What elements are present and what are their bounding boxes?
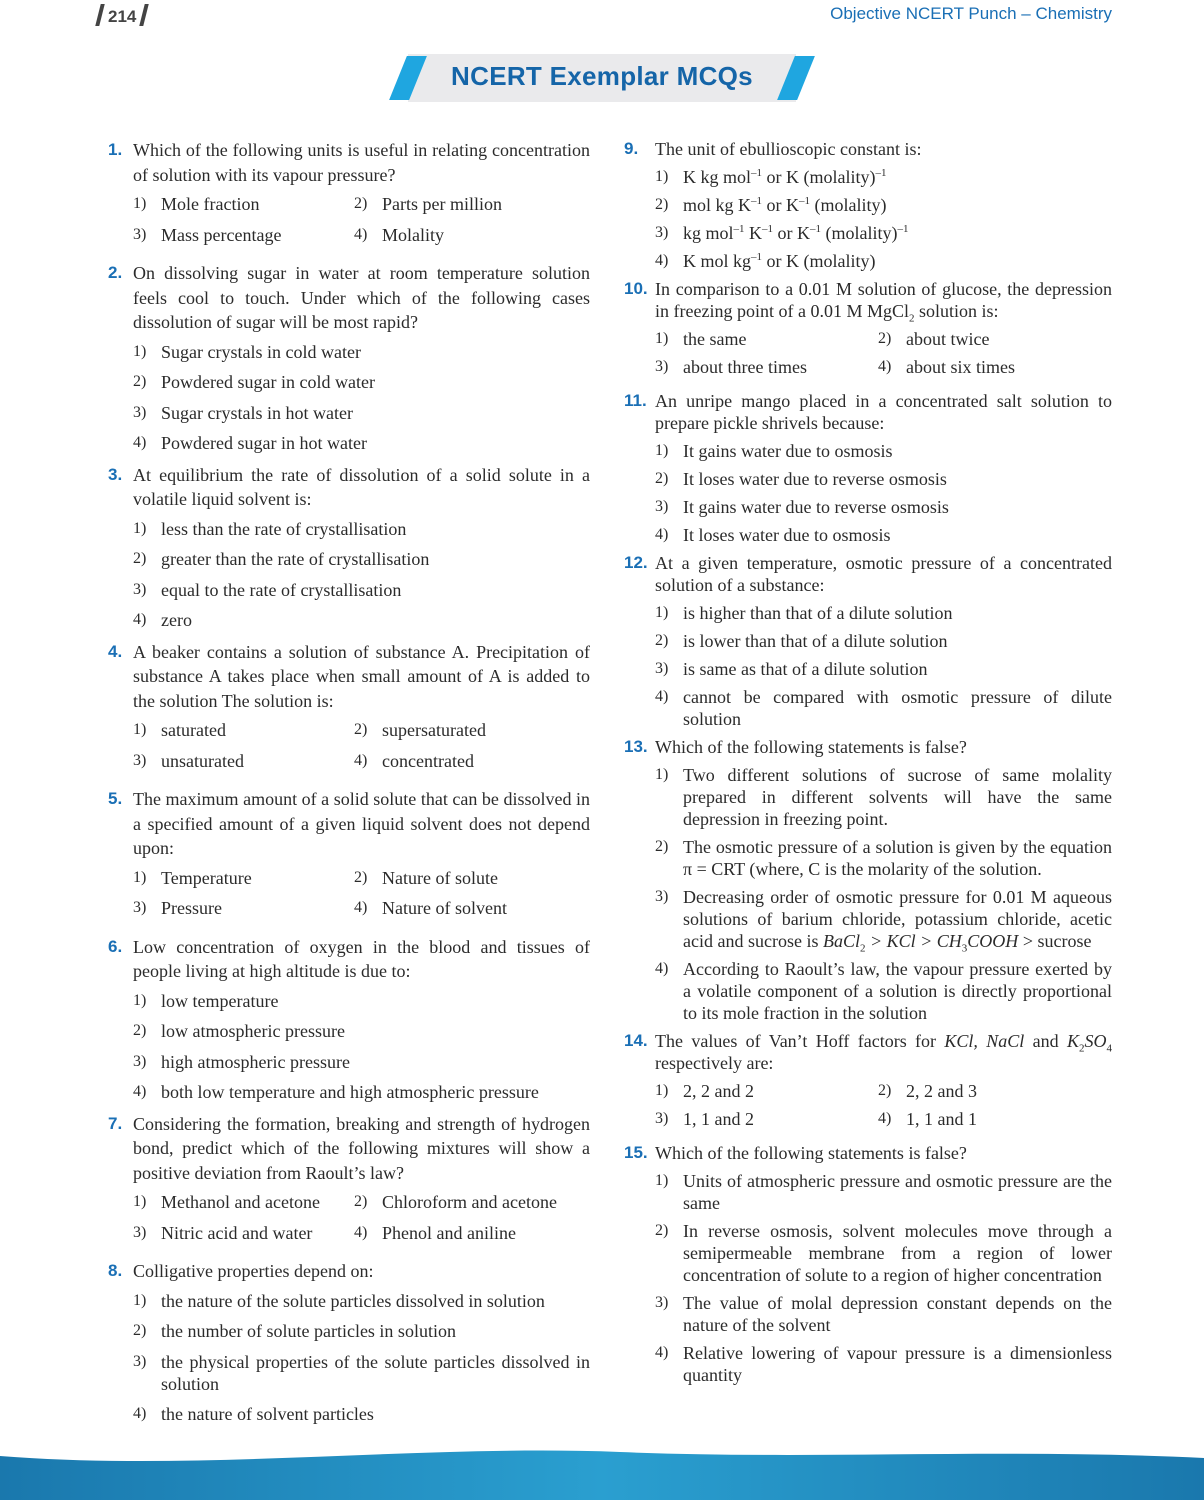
option: 3) the physical properties of the solute particles dissolved in solution <box>133 1351 590 1394</box>
section-title: NCERT Exemplar MCQs <box>451 61 753 91</box>
question-text: At a given temperature, osmotic pressure of a concentrated solution of a substance: <box>655 553 1112 595</box>
question-text: Which of the following statements is false? <box>655 1143 967 1163</box>
option: 1) the same <box>655 329 747 349</box>
option: 1) Mole fraction <box>133 194 260 214</box>
question-text: Colligative properties depend on: <box>133 1261 374 1281</box>
question-4 <box>108 640 590 781</box>
left-column <box>108 138 590 1434</box>
option: 4) Nature of solvent <box>354 898 507 918</box>
option: 1) K kg mol$^{-1}$ or K (molality)$^{-1}$ <box>655 167 887 187</box>
question-number: 9. <box>624 139 639 158</box>
question-text: Which of the following units is useful in relating concentration of solution with its vapour pressure? <box>133 140 590 185</box>
question-text: In comparison to a 0.01 M solution of glucose, the depression in freezing point of a 0.01 M MgCl$_2$ solution is: <box>655 279 1112 325</box>
option: 4) zero <box>133 610 192 630</box>
question-text: The maximum amount of a solid solute that can be dissolved in a specified amount of a given liquid solvent does not depend upon: <box>133 789 590 858</box>
option: 3) The value of molal depression constant depends on the nature of the solvent <box>655 1293 1112 1335</box>
question-text: The unit of ebullioscopic constant is: <box>655 139 922 159</box>
question-number: 1. <box>108 140 123 159</box>
question-number: 13. <box>624 737 648 756</box>
option: 4) According to Raoult’s law, the vapour pressure exerted by a volatile component of a solution is directly proportional to its mole fraction in the solution <box>655 959 1112 1023</box>
option: 2) Chloroform and acetone <box>354 1192 557 1212</box>
option: 2) It loses water due to reverse osmosis <box>655 469 947 489</box>
question-9 <box>620 138 1112 272</box>
option: 2) about twice <box>878 329 990 349</box>
question-text: Considering the formation, breaking and strength of hydrogen bond, predict which of the following mixtures will show a positive deviation from Raoult’s law? <box>133 1113 590 1183</box>
option: 3) Sugar crystals in hot water <box>133 402 353 423</box>
question-number: 12. <box>624 553 648 572</box>
question-number: 2. <box>108 263 123 282</box>
question-8 <box>108 1259 590 1425</box>
option: 4) 1, 1 and 1 <box>878 1109 977 1129</box>
question-number: 14. <box>624 1031 648 1050</box>
right-column <box>620 138 1112 1392</box>
option: 3) about three times <box>655 357 807 377</box>
option: 4) Phenol and aniline <box>354 1222 516 1243</box>
question-11 <box>620 390 1112 546</box>
option: 2) The osmotic pressure of a solution is given by the equation π = CRT (where, C is the molarity of the solution. <box>655 837 1112 879</box>
option: 3) high atmospheric pressure <box>133 1051 350 1072</box>
option: 4) Powdered sugar in hot water <box>133 433 367 453</box>
option: 1) Units of atmospheric pressure and osmotic pressure are the same <box>655 1171 1112 1213</box>
option: 1) Two different solutions of sucrose of same molality prepared in different solvents will have the same depression in freezing point. <box>655 765 1112 829</box>
running-title: Objective NCERT Punch – Chemistry <box>830 4 1112 23</box>
option: 1) the nature of the solute particles dissolved in solution <box>133 1290 545 1311</box>
option: 1) saturated <box>133 720 226 740</box>
option: 3) Decreasing order of osmotic pressure for 0.01 M aqueous solutions of barium chloride, potassium chloride, acetic acid and sucrose is BaCl$_2$ > KCl > $CH_3COOH$ > sucrose <box>655 887 1112 955</box>
option: 4) about six times <box>878 357 1015 377</box>
option: 2) greater than the rate of crystallisation <box>133 549 430 569</box>
option: 2) 2, 2 and 3 <box>878 1081 977 1101</box>
question-14 <box>620 1030 1112 1136</box>
option: 1) 2, 2 and 2 <box>655 1081 754 1101</box>
question-2 <box>108 261 590 454</box>
option: 2) Parts per million <box>354 194 502 214</box>
option: 3) equal to the rate of crystallisation <box>133 579 402 600</box>
option: 4) concentrated <box>354 750 474 771</box>
question-text: At equilibrium the rate of dissolution of a solid solute in a volatile liquid solvent is: <box>133 464 590 509</box>
option: 2) Nature of solute <box>354 867 498 888</box>
question-number: 10. <box>624 279 648 298</box>
option: 1) low temperature <box>133 990 279 1011</box>
option: 1) is higher than that of a dilute solution <box>655 603 953 623</box>
question-10 <box>620 278 1112 384</box>
question-number: 8. <box>108 1261 123 1280</box>
page-number: 214 <box>92 4 152 27</box>
option: 3) 1, 1 and 2 <box>655 1109 754 1129</box>
option: 3) Nitric acid and water <box>133 1222 313 1243</box>
question-text: Which of the following statements is false? <box>655 737 967 757</box>
option: 4) both low temperature and high atmospheric pressure <box>133 1082 539 1102</box>
option: 3) Pressure <box>133 898 222 918</box>
option: 2) mol kg $K^{-1}$ or $K^{-1}$ (molality) <box>655 195 887 215</box>
option: 2) supersaturated <box>354 720 486 740</box>
question-3 <box>108 463 590 632</box>
question-text: The values of Van’t Hoff factors for KCl, NaCl and $K_2SO_4$ respectively are: <box>655 1031 1112 1073</box>
option: 2) the number of solute particles in solution <box>133 1321 456 1341</box>
question-5 <box>108 787 590 928</box>
option: 2) Powdered sugar in cold water <box>133 372 375 392</box>
footer-wave <box>0 1438 1204 1500</box>
option: 2) is lower than that of a dilute solution <box>655 631 948 651</box>
option: 3) Mass percentage <box>133 224 282 245</box>
question-6 <box>108 935 590 1104</box>
option: 4) cannot be compared with osmotic pressure of dilute solution <box>655 687 1112 729</box>
option: 4) Molality <box>354 224 444 245</box>
question-number: 5. <box>108 789 123 808</box>
question-number: 6. <box>108 936 123 956</box>
option: 2) In reverse osmosis, solvent molecules move through a semipermeable membrane from a region of lower concentration of solute to a region of higher concentration <box>655 1221 1112 1285</box>
option: 3) It gains water due to reverse osmosis <box>655 497 949 517</box>
option: 1) Temperature <box>133 867 252 888</box>
option: 3) is same as that of a dilute solution <box>655 659 928 679</box>
question-number: 15. <box>624 1143 648 1162</box>
question-15 <box>620 1142 1112 1386</box>
option: 4) K mol $kg^{-1}$ or K (molality) <box>655 251 876 271</box>
question-text: An unripe mango placed in a concentrated salt solution to prepare pickle shrivels because: <box>655 391 1112 433</box>
question-7 <box>108 1112 590 1253</box>
option: 1) It gains water due to osmosis <box>655 441 893 461</box>
question-13 <box>620 736 1112 1024</box>
question-text: On dissolving sugar in water at room temperature solution feels cool to touch. Under which of the following cases dissolution of sugar will be most rapid? <box>133 263 590 332</box>
option: 1) Methanol and acetone <box>133 1192 320 1212</box>
option: 3) unsaturated <box>133 750 244 771</box>
question-number: 11. <box>624 391 647 410</box>
question-1 <box>108 138 590 254</box>
section-banner <box>390 52 814 104</box>
option: 3) kg mol$^{-1}$ $K^{-1}$ or $K^{-1}$ (molality)$^{-1}$ <box>655 223 909 243</box>
option: 4) It loses water due to osmosis <box>655 525 891 545</box>
option: 2) low atmospheric pressure <box>133 1021 345 1041</box>
option: 1) Sugar crystals in cold water <box>133 341 361 362</box>
question-12 <box>620 552 1112 730</box>
option: 4) the nature of solvent particles <box>133 1404 374 1424</box>
question-number: 3. <box>108 464 123 484</box>
question-text: A beaker contains a solution of substance A. Precipitation of substance A takes place when small amount of A is added to the solution The solution is: <box>133 641 590 711</box>
option: 4) Relative lowering of vapour pressure is a dimensionless quantity <box>655 1343 1112 1385</box>
option: 1) less than the rate of crystallisation <box>133 518 407 539</box>
question-number: 7. <box>108 1113 123 1133</box>
question-number: 4. <box>108 641 123 661</box>
question-text: Low concentration of oxygen in the blood and tissues of people living at high altitude is due to: <box>133 936 590 981</box>
